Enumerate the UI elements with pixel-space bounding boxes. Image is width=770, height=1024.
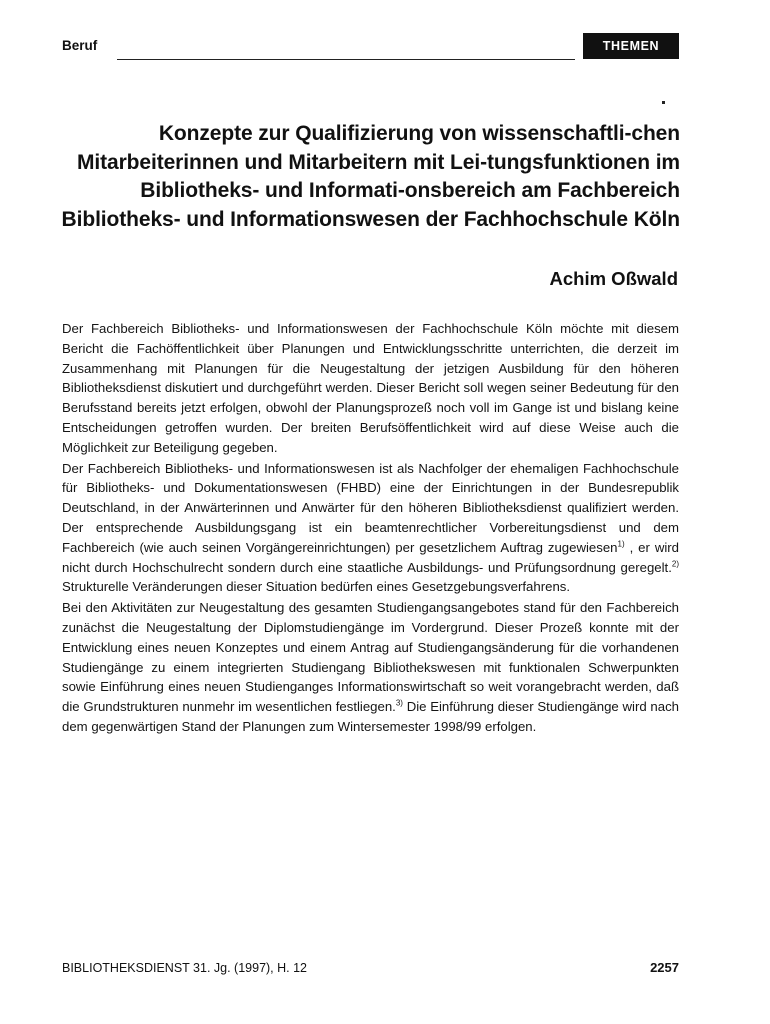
- paragraph-3-part-b: Die Einführung dieser Studiengänge wird nach dem gegenwärtigen Stand der Planungen zum Wintersemester 1998/99 erfolgen.: [62, 699, 679, 734]
- themen-badge: THEMEN: [583, 33, 679, 59]
- paragraph-1: Der Fachbereich Bibliotheks- und Informationswesen der Fachhochschule Köln möchte mit diesem Bericht die Fachöffentlichkeit über Planungen und Entwicklungsschritte unterrichten, die derzeit im Zusammenhang mit Planungen für die Neugestaltung der jetzigen Ausbildung für den höheren Bibliotheksdienst diskutiert und durchgeführt werden. Dieser Bericht soll wegen seiner Bedeutung für den Berufsstand bereits jetzt erfolgen, obwohl der Planungsprozeß noch voll im Gange ist und bislang keine Entscheidungen getroffen wurden. Der breiten Berufsöffentlichkeit wird auf diese Weise auch die Möglichkeit zur Beteiligung gegeben.: [62, 321, 679, 455]
- article-title: Konzepte zur Qualifizierung von wissenschaftli-chen Mitarbeiterinnen und Mitarbeitern mit Lei-tungsfunktionen im Bibliotheks- und Informati-onsbereich am Fachbereich Bibliotheks- und Informationswesen der Fachhochschule Köln: [61, 122, 680, 231]
- article-body: [62, 319, 679, 738]
- footnote-ref-1: 1): [617, 539, 625, 549]
- paragraph-3: [62, 598, 679, 737]
- author-name: Achim Oßwald: [549, 268, 678, 289]
- speck-mark: [662, 101, 665, 104]
- paragraph-3-part-a: Bei den Aktivitäten zur Neugestaltung des gesamten Studiengangsangebotes stand für den Fachbereich zunächst die Neugestaltung der Diplomstudiengänge im Vordergrund. Dieser Prozeß konnte mit der Entwicklung eines neuen Konzeptes und einem Antrag auf Studiengangsänderung für die vorhandenen Studiengänge zu einem integrierten Studiengang Bibliothekswesen mit funktionalen Schwerpunkten sowie Einführung eines neuen Studienganges Informationswirtschaft so weit vorangebracht werden, daß die Grundstrukturen nunmehr im wesentlichen festliegen.: [62, 600, 679, 715]
- header-rule: [117, 59, 575, 60]
- paragraph-2: [62, 459, 679, 598]
- footer-journal-info: BIBLIOTHEKSDIENST 31. Jg. (1997), H. 12: [62, 961, 308, 975]
- paragraph-2-part-b: , er wird nicht durch Hochschulrecht sondern durch eine staatliche Ausbildungs- und Prüfungsordnung geregelt.: [62, 539, 680, 575]
- footnote-ref-2: 2): [671, 559, 679, 569]
- paragraph-2-part-a: Der Fachbereich Bibliotheks- und Informationswesen ist als Nachfolger der ehemaligen Fachhochschule für Bibliotheks- und Dokumentationswesen (FHBD) eine der Einrichtungen in der Bundesrepublik Deutschland, in der Anwärterinnen und Anwärter für den höheren Bibliotheksdienst qualifiziert werden. Der entsprechende Ausbildungsgang ist ein beamtenrechtlicher Vorbereitungsdienst und dem Fachbereich (wie auch seinen Vorgängereinrichtungen) per gesetzlichem Auftrag zugewiesen: [62, 460, 679, 555]
- section-label: Beruf: [62, 38, 98, 53]
- paragraph-2-part-c: Strukturelle Veränderungen dieser Situation bedürfen eines Gesetzgebungsverfahrens.: [62, 579, 571, 595]
- footnote-ref-3: 3): [395, 698, 403, 708]
- page-number: 2257: [650, 960, 679, 975]
